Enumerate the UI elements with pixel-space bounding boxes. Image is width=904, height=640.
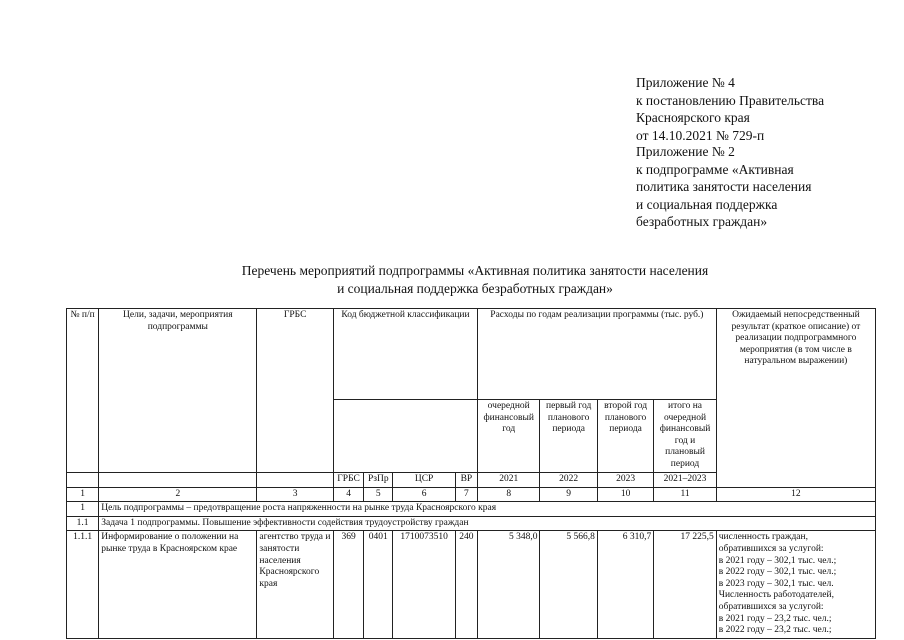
column-numbers-row (67, 487, 876, 502)
column-number: 3 (257, 487, 334, 502)
column-number: 1 (67, 487, 99, 502)
table-header-row (67, 309, 876, 400)
header-year-first: первый год планового периода (540, 400, 597, 473)
task-row-text: Задача 1 подпрограммы. Повышение эффективности содействия трудоустройству граждан (99, 516, 876, 531)
header-code-rzpr: РзПр (364, 473, 393, 488)
approval-line: Приложение № 4 (636, 75, 735, 90)
measures-table (66, 308, 876, 639)
measure-code-grbs: 369 (333, 531, 363, 638)
header-grbs-spacer (257, 473, 334, 488)
measure-code-vr: 240 (455, 531, 477, 638)
column-number: 5 (364, 487, 393, 502)
goal-row-num: 1 (67, 502, 99, 517)
task-row-num: 1.1 (67, 516, 99, 531)
approval-line: безработных граждан» (636, 214, 768, 229)
header-code-csr: ЦСР (393, 473, 455, 488)
column-number: 9 (540, 487, 597, 502)
result-line: численность граждан, (718, 532, 808, 543)
header-goals: Цели, задачи, мероприятия подпрограммы (99, 309, 257, 473)
measure-grbs: агентство труда и занятости населения Красноярского края (257, 531, 334, 638)
header-expenses: Расходы по годам реализации программы (тыс. руб.) (478, 309, 717, 400)
measure-name: Информирование о положении на рынке труда в Красноярском крае (99, 531, 257, 638)
header-goals-spacer (99, 473, 257, 488)
header-budget-code: Код бюджетной классификации (333, 309, 477, 400)
approval-line: к постановлению Правительства (636, 92, 825, 108)
approval-note-subprogram (636, 143, 811, 231)
measure-value-2021: 5 348,0 (478, 531, 540, 638)
result-line: обратившихся за услугой: (718, 543, 824, 554)
column-number: 2 (99, 487, 257, 502)
measure-code-csr: 1710073510 (393, 531, 455, 638)
column-number: 6 (393, 487, 455, 502)
measure-value-2023: 6 310,7 (597, 531, 653, 638)
measure-result (716, 531, 875, 638)
header-year-second: второй год планового периода (597, 400, 653, 473)
document-title-line-2: и социальная поддержка безработных граждан» (337, 280, 613, 296)
header-year-total: итого на очередной финансовый год и плановый период (654, 400, 716, 473)
goal-row-text: Цель подпрограммы – предотвращение роста напряженности на рынке труда Красноярского края (99, 502, 876, 517)
header-year-total-range: 2021–2023 (654, 473, 716, 488)
column-number: 8 (478, 487, 540, 502)
measure-row (67, 531, 876, 638)
document-title (130, 262, 820, 297)
result-line: в 2022 году – 23,2 тыс. чел.; (718, 625, 832, 636)
column-number: 11 (654, 487, 716, 502)
header-grbs: ГРБС (257, 309, 334, 473)
result-line: в 2023 году – 302,1 тыс. чел. (718, 578, 834, 589)
approval-line: политика занятости населения (636, 179, 812, 194)
header-year-current: очередной финансовый год (478, 400, 540, 473)
header-budget-code-spacer (333, 400, 477, 473)
header-code-grbs: ГРБС (333, 473, 363, 488)
header-num-spacer (67, 473, 99, 488)
goal-row (67, 502, 876, 517)
approval-line: Приложение № 2 (636, 144, 735, 159)
measure-value-2022: 5 566,8 (540, 531, 597, 638)
approval-line: от 14.10.2021 № 729-п (636, 127, 765, 143)
column-number: 4 (333, 487, 363, 502)
task-row (67, 516, 876, 531)
header-year-2021: 2021 (478, 473, 540, 488)
approval-line: и социальная поддержка (636, 196, 778, 212)
approval-note-resolution (636, 74, 824, 144)
column-number: 7 (455, 487, 477, 502)
measure-value-total: 17 225,5 (654, 531, 716, 638)
header-num: № п/п (67, 309, 99, 473)
result-line: обратившихся за услугой: (718, 601, 824, 612)
column-number: 12 (716, 487, 875, 502)
header-year-2022: 2022 (540, 473, 597, 488)
header-year-2023: 2023 (597, 473, 653, 488)
result-line: в 2021 году – 23,2 тыс. чел.; (718, 613, 832, 624)
header-code-vr: ВР (455, 473, 477, 488)
measure-num: 1.1.1 (67, 531, 99, 638)
approval-line: к подпрограмме «Активная (636, 161, 794, 177)
column-number: 10 (597, 487, 653, 502)
result-line: в 2021 году – 302,1 тыс. чел.; (718, 555, 837, 566)
measure-code-rzpr: 0401 (364, 531, 393, 638)
result-line: Численность работодателей, (718, 590, 834, 601)
header-result: Ожидаемый непосредственный результат (краткое описание) от реализации подпрограммного мероприятия (в том числе в натуральном выражении) (716, 309, 875, 488)
result-line: в 2022 году – 302,1 тыс. чел.; (718, 567, 837, 578)
approval-line: Красноярского края (636, 110, 750, 125)
document-title-line-1: Перечень мероприятий подпрограммы «Активная политика занятости населения (241, 263, 709, 278)
